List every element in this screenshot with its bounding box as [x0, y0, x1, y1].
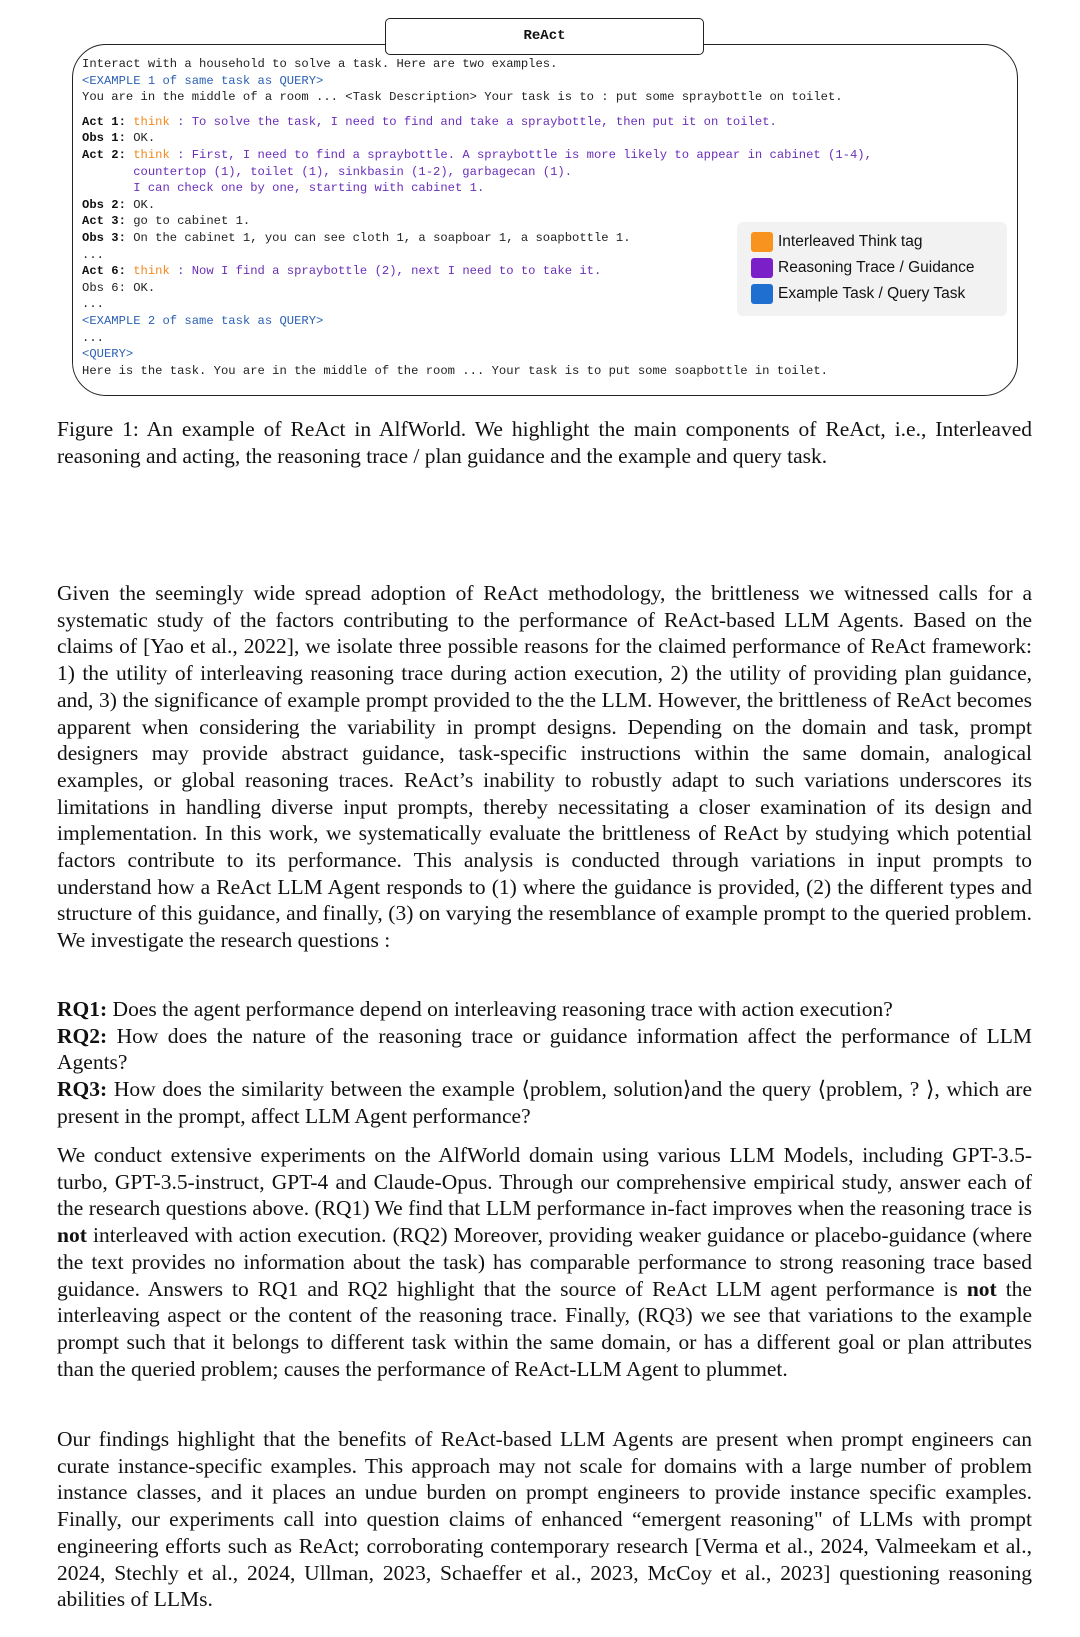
legend-swatch-orange: [751, 232, 773, 252]
legend-item-example-task: [751, 283, 965, 305]
code-line: [82, 130, 155, 147]
figure-title: ReAct: [385, 18, 704, 55]
code-text: ...: [82, 330, 104, 345]
rq2-text: How does the nature of the reasoning trace or guidance information affect the performance of LLM Agents?: [57, 1023, 1032, 1075]
rq1-text: Does the agent performance depend on interleaving reasoning trace with action execution?: [107, 997, 893, 1021]
code-line: [82, 56, 557, 73]
code-text: <QUERY>: [82, 347, 134, 362]
code-text: You are in the middle of a room ... <Task Description> Your task is to : put some spraybottle on toilet.: [82, 90, 843, 105]
figure-legend: [737, 222, 1007, 316]
code-line: [82, 89, 843, 106]
legend-swatch-blue: [751, 284, 773, 304]
step-label: Obs 3:: [82, 231, 134, 245]
legend-item-reasoning-trace: [751, 257, 974, 279]
text-segment: the interleaving aspect or the content of the reasoning trace. Finally, (RQ3) we see that variations to the example prompt such that it belongs to different task within the same domain, or has a different goal or plan attributes than the queried problem; causes the performance of ReAct-LLM Agent to plummet.: [57, 1276, 1032, 1381]
code-line: [82, 313, 323, 330]
code-line: [82, 296, 104, 313]
code-text: On the cabinet 1, you can see cloth 1, a soapboar 1, a soapbottle 1.: [133, 231, 631, 245]
code-line: [82, 280, 155, 297]
code-text: countertop (1), toilet (1), sinkbasin (1-2), garbagecan (1).: [82, 164, 573, 179]
code-text: <EXAMPLE 1 of same task as QUERY>: [82, 73, 324, 88]
code-text: OK.: [133, 197, 156, 212]
code-text: <EXAMPLE 2 of same task as QUERY>: [82, 314, 324, 328]
figure-caption: Figure 1: An example of ReAct in AlfWorld. We highlight the main components of ReAct, i.e., Interleaved reasoning and acting, the reasoning trace / plan guidance and the example and query task.: [57, 417, 1032, 468]
code-line: [82, 114, 777, 131]
text-segment: interleaved with action execution. (RQ2) Moreover, providing weaker guidance or placebo-guidance (where the text provides no information about the task) has comparable performance to strong reasoning trace based guidance. Answers to RQ1 and RQ2 highlight that the source of ReAct LLM agent performance is: [57, 1223, 1032, 1301]
code-text: Interact with a household to solve a task. Here are two examples.: [82, 57, 558, 71]
code-line: [82, 363, 828, 380]
think-tag: think: [133, 148, 170, 162]
legend-label: Reasoning Trace / Guidance: [778, 259, 975, 276]
rq3-item: [57, 1076, 1032, 1129]
code-line: [82, 346, 133, 363]
code-text: Here is the task. You are in the middle of the room ... Your task is to put some soapbottle in toilet.: [82, 363, 828, 378]
experiments-paragraph: [57, 1142, 1032, 1382]
rq2-item: [57, 1023, 1032, 1076]
text-segment: We conduct extensive experiments on the AlfWorld domain using various LLM Models, including GPT-3.5-turbo, GPT-3.5-instruct, GPT-4 and Claude-Opus. Through our comprehensive empirical study, answer each of the research questions above. (RQ1) We find that LLM performance in-fact improves when the reasoning trace is: [57, 1143, 1032, 1221]
code-line: [82, 73, 323, 90]
code-line: [82, 180, 484, 197]
legend-label: Interleaved Think tag: [778, 233, 923, 250]
rq3-label: RQ3:: [57, 1077, 108, 1102]
code-line: [82, 213, 250, 230]
findings-paragraph: Our findings highlight that the benefits of ReAct-based LLM Agents are present when prompt engineers can curate instance-specific examples. This approach may not scale for domains with a large number of problem instance classes, and it places an undue burden on prompt engineers to provide instance specific examples. Finally, our experiments call into question claims of enhanced “emergent reasoning" of LLMs with prompt engineering efforts such as ReAct; corroborating contemporary research [Verma et al., 2024, Valmeekam et al., 2024, Stechly et al., 2024, Ullman, 2023, Schaeffer et al., 2023, McCoy et al., 2023] questioning reasoning abilities of LLMs.: [57, 1427, 1032, 1612]
code-line: [82, 197, 155, 214]
think-tag: think: [133, 114, 170, 129]
code-line: [82, 230, 631, 247]
code-text: OK.: [133, 131, 156, 146]
rq1-label: RQ1:: [57, 997, 108, 1021]
code-line: [82, 164, 572, 181]
code-text: : First, I need to find a spraybottle. A spraybottle is more likely to appear in cabinet (1-4),: [169, 148, 872, 162]
rq2-label: RQ2:: [57, 1023, 108, 1048]
code-text: go to cabinet 1.: [133, 214, 251, 229]
legend-swatch-purple: [751, 258, 773, 278]
code-text: I can check one by one, starting with cabinet 1.: [82, 181, 485, 196]
rq3-text: How does the similarity between the example ⟨problem, solution⟩and the query ⟨problem, ? ⟩, which are present in the prompt, affect LLM Agent performance?: [57, 1077, 1032, 1128]
code-text: ...: [82, 297, 104, 312]
code-line: [82, 330, 104, 347]
code-text: Obs 6: OK.: [82, 280, 156, 295]
emphasis-not: not: [57, 1223, 87, 1248]
step-label: Act 6:: [82, 264, 134, 279]
intro-paragraph: Given the seemingly wide spread adoption of ReAct methodology, the brittleness we witnessed calls for a systematic study of the factors contributing to the performance of ReAct-based LLM Agents. Based on the claims of [Yao et al., 2022], we isolate three possible reasons for the claimed performance of ReAct framework: 1) the utility of interleaving reasoning trace during action execution, 2) the utility of providing plan guidance, and, 3) the significance of example prompt provided to the the LLM. However, the brittleness of ReAct becomes apparent when considering the variability in prompt designs. Depending on the domain and task, prompt designers may provide abstract guidance, task-specific instructions within the same domain, analogical examples, or global reasoning traces. ReAct’s inability to robustly adapt to such variations underscores its limitations in handling diverse input prompts, thereby necessitating a closer examination of its design and implementation. In this work, we systematically evaluate the brittleness of ReAct by studying which potential factors contribute to its performance. This analysis is conducted through variations in input prompts to understand how a ReAct LLM Agent responds to (1) where the guidance is provided, (2) the different types and structure of this guidance, and finally, (3) on varying the resemblance of example prompt to the queried problem. We investigate the research questions :: [57, 581, 1032, 953]
step-label: Act 2:: [82, 148, 134, 162]
code-text: ...: [82, 247, 104, 262]
step-label: Obs 1:: [82, 131, 134, 146]
legend-label: Example Task / Query Task: [778, 285, 966, 302]
legend-item-think-tag: [751, 231, 922, 253]
rq1-item: [57, 996, 1032, 1023]
code-line: [82, 247, 104, 264]
think-tag: think: [133, 264, 170, 279]
research-questions: [57, 996, 1032, 1130]
code-line: [82, 147, 872, 164]
code-text: : Now I find a spraybottle (2), next I need to to take it.: [169, 264, 602, 279]
step-label: Act 3:: [82, 214, 134, 229]
emphasis-not: not: [966, 1276, 997, 1301]
code-line: [82, 263, 601, 280]
code-text: : To solve the task, I need to find and take a spraybottle, then put it on toilet.: [169, 114, 777, 129]
step-label: Act 1:: [82, 114, 134, 129]
step-label: Obs 2:: [82, 197, 134, 212]
